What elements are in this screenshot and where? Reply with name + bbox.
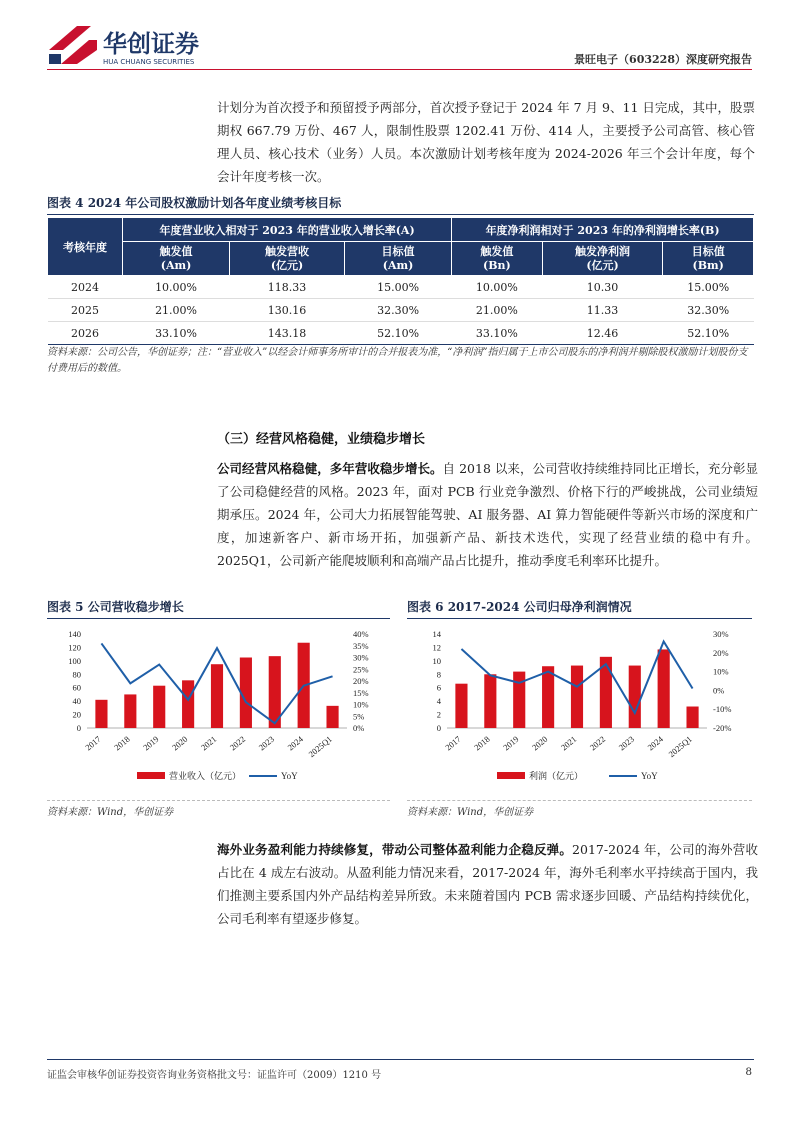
revenue-chart xyxy=(47,622,392,797)
report-title: 景旺电子（603228）深度研究报告 xyxy=(574,53,752,66)
table-row xyxy=(48,322,754,345)
table-cell: 118.33 xyxy=(230,276,345,299)
net-profit-chart xyxy=(407,622,752,797)
bar xyxy=(153,686,165,728)
table-cell: 15.00% xyxy=(663,276,754,299)
y-tick-left-label: 10 xyxy=(432,655,441,666)
y-tick-left-label: 0 xyxy=(436,723,441,733)
table-cell: 11.33 xyxy=(542,299,663,322)
figure-6-title-rule xyxy=(407,618,752,619)
table-cell: 10.00% xyxy=(452,276,543,299)
y-tick-right-label: 25% xyxy=(353,664,369,675)
x-tick-label: 2020 xyxy=(529,733,550,753)
table-cell: 15.00% xyxy=(344,276,451,299)
legend-line-label: YoY xyxy=(641,771,658,781)
x-tick-label: 2023 xyxy=(256,733,277,753)
logo-text-en: HUA CHUANG SECURITIES xyxy=(103,58,195,66)
x-tick-label: 2021 xyxy=(558,733,579,753)
header-year: 考核年度 xyxy=(48,218,123,276)
bar xyxy=(542,666,554,728)
company-logo xyxy=(47,24,247,68)
performance-target-table xyxy=(47,217,754,345)
bar xyxy=(95,700,107,728)
y-tick-right-label: -10% xyxy=(713,704,732,715)
page-number: 8 xyxy=(745,1066,752,1078)
legend-bar-swatch xyxy=(497,772,525,779)
x-tick-label: 2022 xyxy=(587,733,608,753)
bar xyxy=(658,649,670,728)
subheader-4: 触发净利润 (亿元) xyxy=(542,242,663,276)
table-cell: 32.30% xyxy=(663,299,754,322)
y-tick-left-label: 4 xyxy=(436,696,441,707)
bar xyxy=(124,694,136,728)
table-row xyxy=(48,299,754,322)
paragraph-incentive-plan: 计划分为首次授予和预留授予两部分，首次授予登记于 2024 年 7 月 9、11 日完成，其中，股票期权 667.79 万份、467 人，限制性股票 1202.41 万份、414 人，主要授予公司高管、核心管理人员、核心技术（业务）人员。本次激励计划考核年度为 2024-2026 年三个会计年度，每个会计年度考核一次。 xyxy=(217,100,755,184)
table-cell: 33.10% xyxy=(123,322,230,345)
y-tick-right-label: 40% xyxy=(353,629,369,639)
table-cell: 130.16 xyxy=(230,299,345,322)
y-tick-left-label: 120 xyxy=(68,642,81,653)
figure-5-source: 资料来源：Wind，华创证券 xyxy=(47,807,174,818)
table-cell: 21.00% xyxy=(452,299,543,322)
table-cell-year: 2025 xyxy=(48,299,123,322)
table-row xyxy=(48,276,754,299)
y-tick-right-label: 5% xyxy=(353,711,365,722)
x-tick-label: 2018 xyxy=(472,733,492,753)
paragraph-overseas-lead: 海外业务盈利能力持续修复，带动公司整体盈利能力企稳反弹。 xyxy=(217,842,573,857)
bar xyxy=(326,706,338,728)
figure-5-source-rule xyxy=(47,800,390,801)
y-tick-right-label: 30% xyxy=(713,629,729,639)
y-tick-left-label: 6 xyxy=(436,682,441,693)
table-cell: 33.10% xyxy=(452,322,543,345)
x-tick-label: 2024 xyxy=(285,733,305,753)
paragraph-operations xyxy=(217,457,758,572)
x-tick-label: 2019 xyxy=(501,733,521,753)
x-tick-label: 2017 xyxy=(443,733,463,753)
y-tick-right-label: 15% xyxy=(353,687,369,698)
table-cell: 52.10% xyxy=(663,322,754,345)
table-cell: 10.30 xyxy=(542,276,663,299)
footer-divider xyxy=(47,1059,754,1060)
y-tick-right-label: 35% xyxy=(353,640,369,651)
subheader-3: 触发值 (Bn) xyxy=(452,242,543,276)
x-tick-label: 2025Q1 xyxy=(306,733,334,760)
bar xyxy=(686,707,698,728)
y-tick-right-label: 10% xyxy=(353,699,369,710)
header-divider xyxy=(47,69,752,70)
bar xyxy=(211,664,223,728)
y-tick-left-label: 12 xyxy=(432,642,441,653)
subheader-2: 目标值 (Am) xyxy=(344,242,451,276)
figure-6-source: 资料来源：Wind，华创证券 xyxy=(407,807,534,818)
y-tick-right-label: 20% xyxy=(353,676,369,686)
x-tick-label: 2025Q1 xyxy=(666,733,694,760)
table-cell: 21.00% xyxy=(123,299,230,322)
figure-4-source: 资料来源：公司公告，华创证券；注：“营业收入”以经会计师事务所审计的合并报表为准，“净利润”指归属于上市公司股东的净利润并剔除股权激励计划股份支付费用后的数值。 xyxy=(47,347,748,374)
x-tick-label: 2019 xyxy=(141,733,161,753)
y-tick-right-label: 0% xyxy=(353,723,365,733)
x-tick-label: 2021 xyxy=(198,733,219,753)
paragraph-operations-lead: 公司经营风格稳健，多年营收稳步增长。 xyxy=(217,461,443,476)
header-group-profit: 年度净利润相对于 2023 年的净利润增长率(B) xyxy=(452,218,754,242)
y-tick-right-label: 20% xyxy=(713,647,729,658)
paragraph-operations-body: 自 2018 以来，公司营收持续维持同比正增长，充分彰显了公司稳健经营的风格。2023 年，面对 PCB 行业竞争激烈、价格下行的严峻挑战，公司业绩短期承压。2024 年，公司大力拓展智能驾驶、AI 服务器、AI 算力智能硬件等新兴市场的深度和广度，加速新客户、新市场开拓，加强新产品、新技术迭代，实现了经营业绩的稳中有升。2025Q1，公司新产能爬坡顺利和高端产品占比提升，推动季度毛利率环比提升。 xyxy=(217,461,758,568)
x-tick-label: 2020 xyxy=(169,733,190,753)
table-cell: 52.10% xyxy=(344,322,451,345)
bar xyxy=(484,674,496,728)
y-tick-left-label: 40 xyxy=(72,696,81,707)
figure-6-title: 图表 6 2017-2024 公司归母净利润情况 xyxy=(407,600,632,614)
table-cell: 32.30% xyxy=(344,299,451,322)
figure-5-title-rule xyxy=(47,618,390,619)
y-tick-left-label: 80 xyxy=(72,669,81,680)
x-tick-label: 2022 xyxy=(227,733,248,753)
x-tick-label: 2024 xyxy=(645,733,665,753)
legend-bar-swatch xyxy=(137,772,165,779)
table-cell: 143.18 xyxy=(230,322,345,345)
bar xyxy=(629,666,641,728)
legend-bar-label: 营业收入（亿元） xyxy=(169,771,242,781)
y-tick-left-label: 60 xyxy=(72,682,81,693)
y-tick-left-label: 140 xyxy=(68,629,81,639)
figure-4-title-rule xyxy=(47,214,754,215)
paragraph-overseas xyxy=(217,838,758,930)
subheader-1: 触发营收 (亿元) xyxy=(230,242,345,276)
figure-6-source-rule xyxy=(407,800,752,801)
legend-bar-label: 利润（亿元） xyxy=(529,771,584,781)
table-cell-year: 2026 xyxy=(48,322,123,345)
x-tick-label: 2023 xyxy=(616,733,637,753)
figure-5-title: 图表 5 公司营收稳步增长 xyxy=(47,600,184,614)
y-tick-left-label: 8 xyxy=(436,669,441,680)
header-group-revenue: 年度营业收入相对于 2023 年的营业收入增长率(A) xyxy=(123,218,452,242)
subheader-0: 触发值 (Am) xyxy=(123,242,230,276)
bar xyxy=(182,680,194,728)
bar xyxy=(513,672,525,728)
bar xyxy=(455,684,467,728)
x-tick-label: 2017 xyxy=(83,733,103,753)
table-cell: 12.46 xyxy=(542,322,663,345)
y-tick-right-label: 0% xyxy=(713,685,725,696)
y-tick-left-label: 100 xyxy=(68,655,81,666)
y-tick-left-label: 20 xyxy=(72,709,81,720)
y-tick-right-label: 10% xyxy=(713,666,729,677)
y-tick-right-label: 30% xyxy=(353,652,369,663)
figure-4-title: 图表 4 2024 年公司股权激励计划各年度业绩考核目标 xyxy=(47,196,342,210)
logo-mark xyxy=(49,26,97,64)
bar xyxy=(571,666,583,728)
paragraph-overseas-body: 2017-2024 年，公司的海外营收占比在 4 成左右波动。从盈利能力情况来看，2017-2024 年，海外毛利率水平持续高于国内，我们推测主要系国内外产品结构差异所致。未来随着国内 PCB 需求逐步回暖、产品结构持续优化，公司毛利率有望逐步修复。 xyxy=(217,842,758,926)
footer-license: 证监会审核华创证券投资咨询业务资格批文号：证监许可（2009）1210 号 xyxy=(47,1070,382,1081)
legend-line-label: YoY xyxy=(281,771,298,781)
table-cell-year: 2024 xyxy=(48,276,123,299)
subheader-5: 目标值 (Bm) xyxy=(663,242,754,276)
y-tick-left-label: 0 xyxy=(76,723,81,733)
table-cell: 10.00% xyxy=(123,276,230,299)
section-title: （三）经营风格稳健，业绩稳步增长 xyxy=(217,432,426,447)
y-tick-right-label: -20% xyxy=(713,723,732,733)
logo-text-cn: 华创证券 xyxy=(103,30,199,58)
y-tick-left-label: 14 xyxy=(432,629,441,639)
x-tick-label: 2018 xyxy=(112,733,132,753)
y-tick-left-label: 2 xyxy=(436,709,441,720)
